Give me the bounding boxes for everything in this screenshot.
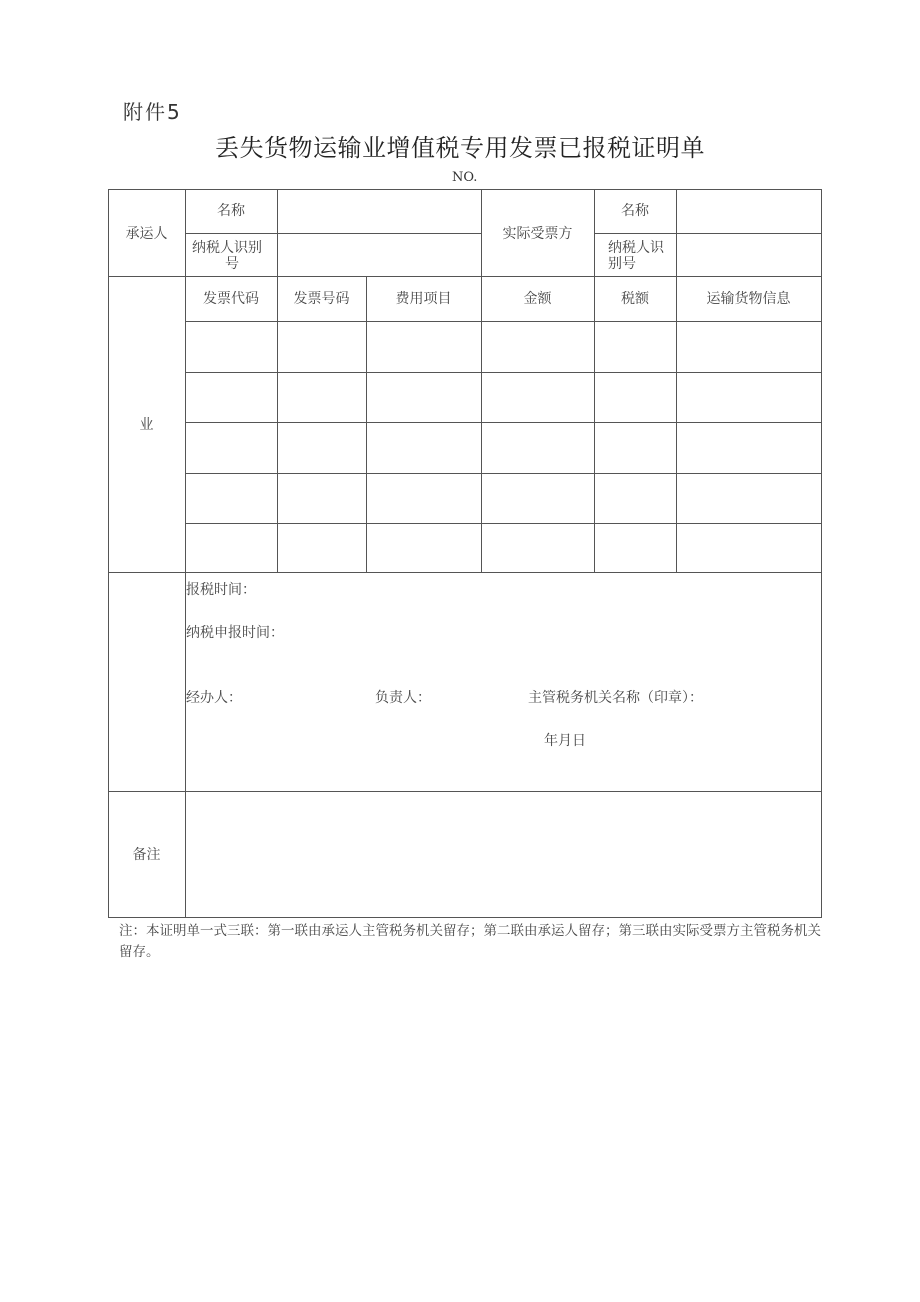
handler-label: 经办人：: [186, 690, 242, 706]
recipient-taxid-label-line2: 别号: [608, 256, 636, 272]
column-header: 金额: [523, 291, 552, 307]
tax-authority-label: 主管税务机关名称（印章）：: [528, 690, 703, 706]
report-time-label: 报税时间：: [186, 582, 256, 598]
carrier-taxid-label: [192, 240, 276, 272]
recipient-taxid-label-line1: 纳税人识: [608, 240, 664, 256]
column-header: 运输货物信息: [706, 291, 791, 307]
remarks-label: 备注: [132, 847, 161, 863]
carrier-label: 承运人: [125, 226, 168, 242]
recipient-name-label: 名称: [621, 203, 649, 219]
attachment-label: 附件5: [123, 100, 182, 124]
business-label: 业: [139, 417, 154, 433]
column-header: 税额: [621, 291, 649, 307]
document-number-label: NO.: [452, 170, 478, 185]
column-header: 费用项目: [395, 291, 452, 307]
recipient-label: 实际受票方: [502, 226, 573, 242]
carrier-taxid-label-line2: 号: [225, 256, 239, 272]
filing-time-label: 纳税申报时间：: [186, 625, 284, 641]
column-header: 发票号码: [293, 291, 350, 307]
carrier-name-label: 名称: [217, 203, 245, 219]
responsible-label: 负责人：: [375, 690, 431, 706]
date-label: 年月日: [544, 733, 586, 749]
footnote: 注：本证明单一式三联：第一联由承运人主管税务机关留存；第二联由承运人留存；第三联由实际受票方主管税务机关留存。: [119, 923, 821, 960]
carrier-taxid-label-line1: 纳税人识别: [192, 240, 262, 256]
column-header: 发票代码: [203, 291, 259, 307]
page-title: 丢失货物运输业增值税专用发票已报税证明单: [215, 134, 705, 162]
recipient-taxid-label: [608, 240, 676, 272]
